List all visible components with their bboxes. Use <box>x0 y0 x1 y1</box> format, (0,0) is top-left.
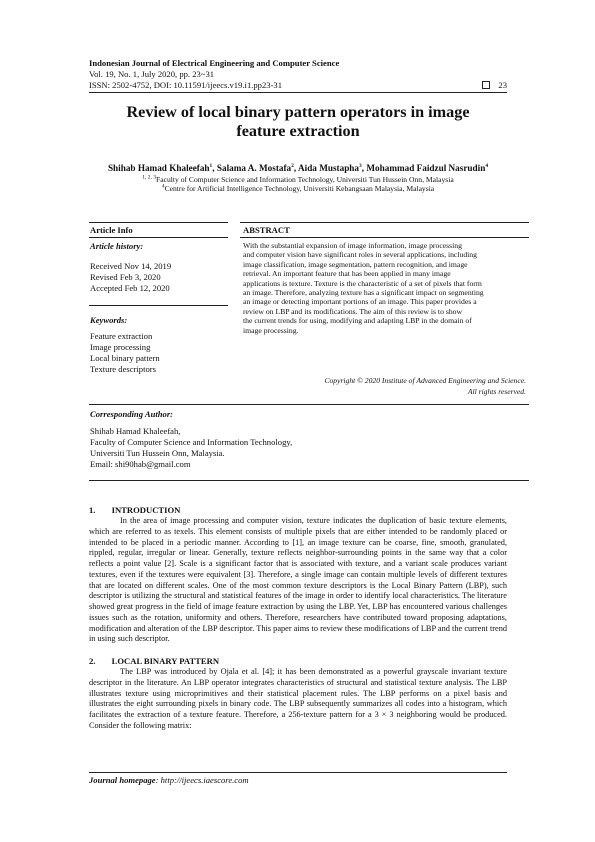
author-list: Shihab Hamad Khaleefah$^1$, Salama A. Mostafa$^2$, Aida Mustapha$^3$, Mohammad Faidzul Nasrudin$^4$ <box>107 162 489 173</box>
corresponding-bottom-rule <box>89 480 529 481</box>
section-title: LOCAL BINARY PATTERN <box>111 656 220 666</box>
corresponding-line: Universiti Tun Hussein Onn, Malaysia. <box>90 448 225 458</box>
abstract-underline <box>240 237 529 238</box>
abstract-line: and computer vision have significant roles in several applications, including <box>243 250 477 260</box>
article-info-heading: Article Info <box>90 225 133 235</box>
author-name: Shihab Hamad Khaleefah <box>107 163 210 173</box>
volume-line: Vol. 19, No. 1, July 2020, pp. 23~31 <box>89 69 215 79</box>
abstract-line: image classification, image segmentation, pattern recognition, and image <box>243 259 468 269</box>
abstract-line: image processing. <box>243 325 299 335</box>
history-item: Accepted Feb 12, 2020 <box>90 283 170 293</box>
abstract-line: an image. Therefore, analyzing texture has a significant impact on segmenting <box>243 288 484 298</box>
article-info-underline <box>89 237 228 238</box>
homepage-url[interactable]: : http://ijeecs.iaescore.com <box>155 775 249 785</box>
abstract-line: applications is texture. Texture is the characteristic of a set of pixels that form <box>243 278 482 288</box>
article-info-rule <box>89 222 228 223</box>
keyword-item: Local binary pattern <box>90 353 160 363</box>
footer-rule <box>89 772 507 773</box>
affiliation-text: Faculty of Computer Science and Information Technology, Universiti Tun Hussein Onn, Malaysia <box>156 175 454 184</box>
paper-title-line2: feature extraction <box>236 122 360 140</box>
section-body: The LBP was introduced by Ojala et al. [4]; it has been demonstrated as a powerful grayscale invariant texture descriptor in the literature. An LBP operator integrates characteristics of structural and statistical texture analysis. The LBP illustrates texture using microprimitives and their statistical placement rules. The LBP performs on a pixel basis and illustrates the eight surrounding pixels in binary code. The LBP subsequently summarizes all codes into a histogram, which facilitates the extraction of a texture feature. Therefore, a 256-texture pattern for a 3 × 3 neighboring would be produced. Consider the following matrix: <box>89 667 507 730</box>
paper-title <box>89 103 507 141</box>
corresponding-block <box>90 426 292 470</box>
affiliation <box>89 175 507 184</box>
keyword-item: Texture descriptors <box>90 364 156 374</box>
corresponding-rule <box>89 404 529 405</box>
abstract-line: retrieval. An important feature that has been applied in many image <box>243 269 451 279</box>
keyword-item: Feature extraction <box>90 331 153 341</box>
copyright-notice <box>243 376 526 397</box>
keyword-item: Image processing <box>90 342 151 352</box>
header-rule <box>89 92 507 93</box>
author-sup: 3 <box>359 162 362 169</box>
homepage-label: Journal homepage <box>89 775 156 785</box>
author-sup: 1 <box>209 162 213 169</box>
corresponding-line: Email: shi90hab@gmail.com <box>90 459 191 469</box>
journal-homepage <box>89 775 249 785</box>
section-heading <box>89 505 180 515</box>
section-title: INTRODUCTION <box>111 505 181 515</box>
section-number: 1. <box>89 505 96 515</box>
corresponding-heading: Corresponding Author: <box>90 409 174 419</box>
section-heading <box>89 656 219 666</box>
abstract-line: the current trends for using, modifying and adapting LBP in the domain of <box>243 316 472 326</box>
history-item: Revised Feb 3, 2020 <box>90 272 161 282</box>
author-name: Salama A. Mostafa <box>216 163 292 173</box>
history-heading: Article history: <box>90 241 144 251</box>
corresponding-line: Faculty of Computer Science and Information Technology, <box>90 437 293 447</box>
abstract-line: With the substantial expansion of image information, image processing <box>243 241 462 250</box>
journal-name: Indonesian Journal of Electrical Engineering and Computer Science <box>89 58 340 68</box>
abstract-body <box>243 241 526 335</box>
abstract-rule <box>240 222 529 223</box>
affiliation-text: Centre for Artificial Intelligence Technology, Universiti Kebangsaan Malaysia, Malaysia <box>164 184 435 193</box>
author-sup: 2 <box>291 162 294 169</box>
abstract-heading: ABSTRACT <box>243 225 290 235</box>
square-icon <box>482 81 490 89</box>
issn-line: ISSN: 2502-4752, DOI: 10.11591/ijeecs.v19.i1.pp23-31 <box>89 80 283 90</box>
copyright-line: All rights reserved. <box>467 386 526 396</box>
abstract-line: review on LBP and its modifications. The aim of this review is to show <box>243 306 463 316</box>
author-name: Mohammad Faidzul Nasrudin <box>366 163 486 173</box>
keywords-heading: Keywords: <box>90 315 128 325</box>
author-name: Aida Mustapha <box>298 163 360 173</box>
keywords-list <box>90 331 160 375</box>
copyright-line: Copyright © 2020 Institute of Advanced Engineering and Science. <box>324 376 526 385</box>
section-body: In the area of image processing and computer vision, texture indicates the duplication of basic texture elements, which are referred to as texels. This element consists of multiple pixels that are either intended to be randomly placed or intended to be placed in a periodic manner. According to [1], an image texture can be coarse, fine, smooth, granulated, rippled, regular, irregular or linear. Generally, texture reflects neighbor-surrounding points in the same way that a color reflects a point value [2]. Scale is a significant factor that is associated with texture, and a variant scale produces variant textures, even if the textures were equivalent [3]. Therefore, a single image can contain multiple levels of different textures that are located on different scales. One of the most common texture descriptors is the Local Binary Pattern (LBP), such descriptor is utilizing the structural and statistical features of the image in order to identify local characteristics. The literature showed great progress in the field of image feature extraction by using the LBP. Yet, LBP has encountered various challenges issues such as the rotation, uniformity and others. Therefore, researchers have contributed toward proposing adaptations, modification and alteration of the LBP descriptor. This paper aims to review these modifications of LBP and the current trend in using such descriptor. <box>89 516 507 644</box>
affiliation <box>89 184 507 193</box>
affiliation-sup: 1, 2, 3 <box>142 174 157 181</box>
history-list <box>90 261 171 294</box>
abstract-line: an image or detecting important portions of an image. This paper provides a <box>243 297 477 307</box>
corresponding-line: Shihab Hamad Khaleefah, <box>90 426 181 436</box>
page-number: 23 <box>498 80 507 90</box>
affiliation-sup: 4 <box>161 183 165 190</box>
author-sup: 4 <box>485 162 489 169</box>
paper-title-line1: Review of local binary pattern operators in image <box>126 103 470 121</box>
history-item: Received Nov 14, 2019 <box>90 261 172 271</box>
section-number: 2. <box>89 656 96 666</box>
keywords-rule <box>89 305 228 306</box>
